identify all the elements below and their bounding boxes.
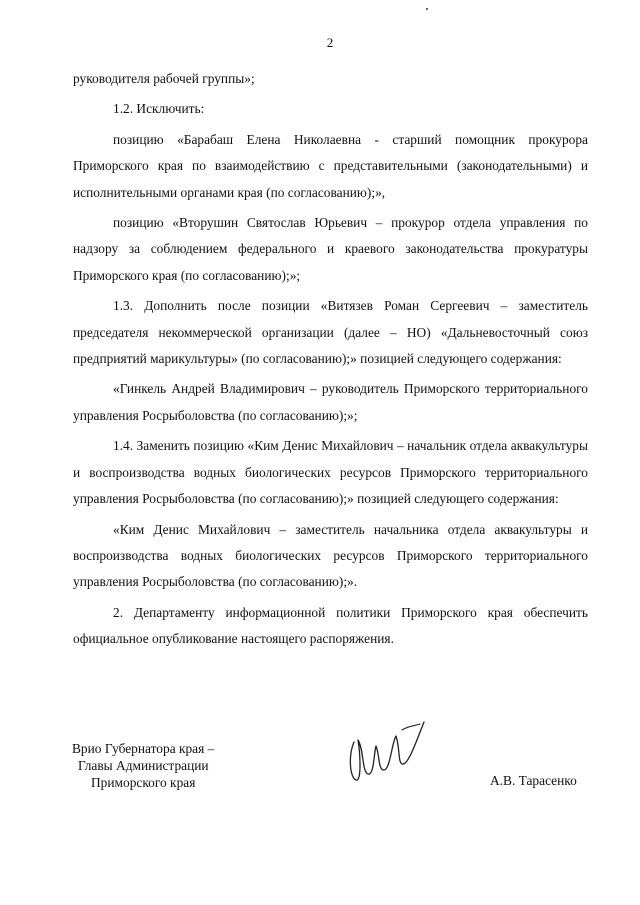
signatory-title-line-3: Приморского края xyxy=(91,775,196,790)
paragraph-position-vtorushin: позицию «Вторушин Святослав Юрьевич – прокурор отдела управления по надзору за соблюдением федерального и краевого законодательства прокуратуры Приморского края (по согласованию);»; xyxy=(73,215,588,283)
paragraph-1-3: 1.3. Дополнить после позиции «Витязев Роман Сергеевич – заместитель председателя некоммерческой организации (далее – НО) «Дальневосточный союз предприятий марикультуры» (по согласованию);» позицией следующего содержания: xyxy=(73,298,588,367)
signatory-title-line-2: Главы Администрации xyxy=(78,758,209,773)
scan-dot xyxy=(426,8,428,10)
paragraph-continuation: руководителя рабочей группы»; xyxy=(73,71,255,86)
paragraph-position-kim: «Ким Денис Михайлович – заместитель начальника отдела аквакультуры и воспроизводства водных биологических ресурсов Приморского территориального управления Росрыболовства (по согласованию);». xyxy=(73,521,588,590)
paragraph-position-ginkel: «Гинкель Андрей Владимирович – руководитель Приморского территориального управления Росрыболовства (по согласованию);»; xyxy=(73,381,588,423)
document-body xyxy=(73,66,588,653)
signatory-name: А.В. Тарасенко xyxy=(490,773,577,788)
paragraph-position-barabash: позицию «Барабаш Елена Николаевна - старший помощник прокурора Приморского края по взаимодействию с представительными (законодательными) и исполнительными органами края (по согласованию);», xyxy=(73,131,588,200)
signatory-title-line-1: Врио Губернатора края – xyxy=(72,741,215,756)
paragraph-2: 2. Департаменту информационной политики Приморского края обеспечить официальное опубликование настоящего распоряжения. xyxy=(73,604,588,647)
page-number: 2 xyxy=(326,35,334,50)
signatory-title xyxy=(72,740,214,791)
handwritten-signature xyxy=(340,712,440,792)
paragraph-1-4: 1.4. Заменить позицию «Ким Денис Михайлович – начальник отдела аквакультуры и воспроизводства водных биологических ресурсов Приморского территориального управления Росрыболовства (по согласованию);» позицией следующего содержания: xyxy=(73,438,588,507)
paragraph-1-2: 1.2. Исключить: xyxy=(113,101,205,117)
